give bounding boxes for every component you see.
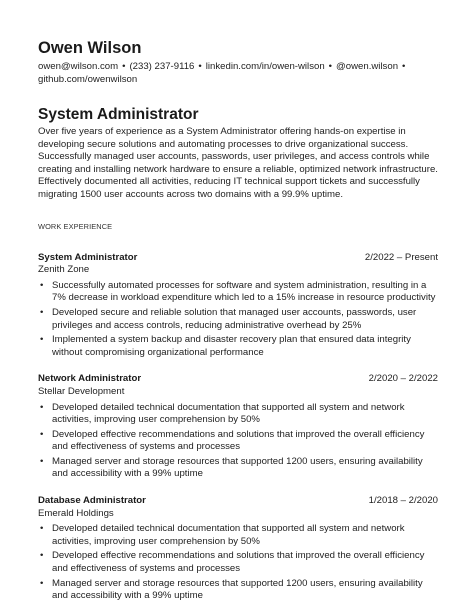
contact-separator: • <box>198 61 202 72</box>
job-entry <box>38 373 438 481</box>
contact-email[interactable]: owen@wilson.com <box>38 61 119 72</box>
bullet-item <box>38 523 438 548</box>
job-title: System Administrator <box>38 251 138 263</box>
bullet-text: Developed effective recommendations and solutions that improved the overall efficiency and effectiveness of systems and processes <box>52 428 425 453</box>
bullet-text: Developed secure and reliable solution that managed user accounts, passwords, user privileges and access controls, reducing administrative overhead by 25% <box>52 306 417 331</box>
bullet-text: Developed detailed technical documentation that supported all system and network activities, improving user comprehension by 50% <box>52 401 405 426</box>
bullet-text: Managed server and storage resources that supported 1200 users, ensuring availability and accessibility with a 99% uptime <box>52 455 423 480</box>
job-company: Emerald Holdings <box>38 507 114 519</box>
job-dates: 1/2018 – 2/2020 <box>368 495 438 507</box>
bullet-dot: • <box>40 401 44 413</box>
bullet-text: Developed detailed technical documentation that supported all system and network activities, improving user comprehension by 50% <box>52 523 405 547</box>
job-dates: 2/2020 – 2/2022 <box>368 373 438 385</box>
bullet-dot: • <box>40 428 44 440</box>
bullet-dot: • <box>40 334 44 346</box>
contact-separator: • <box>402 61 406 72</box>
job-bullets <box>38 402 438 482</box>
resume-page <box>38 38 438 605</box>
bullet-item <box>38 334 438 359</box>
contact-separator: • <box>328 61 333 72</box>
job-entry <box>38 252 438 360</box>
job-bullets <box>38 523 438 603</box>
bullet-dot: • <box>40 306 44 318</box>
bullet-dot: • <box>40 550 44 562</box>
bullet-item <box>38 402 438 427</box>
bullet-item <box>38 578 438 603</box>
candidate-name: Owen Wilson <box>38 39 142 57</box>
bullet-dot: • <box>40 455 44 467</box>
bullet-dot: • <box>40 523 44 535</box>
contact-handle: @owen.wilson <box>336 61 399 72</box>
bullet-text: Developed effective recommendations and solutions that improved the overall efficiency and effectiveness of systems and processes <box>52 550 425 575</box>
contact-linkedin[interactable]: linkedin.com/in/owen-wilson <box>205 61 325 72</box>
job-title: Database Administrator <box>38 495 146 507</box>
contact-separator: • <box>122 61 126 72</box>
job-title: Network Administrator <box>38 373 142 385</box>
bullet-item <box>38 280 438 305</box>
bullet-text: Implemented a system backup and disaster recovery plan that ensured data integrity without compromising organizational performance <box>52 334 411 358</box>
job-company: Zenith Zone <box>38 264 90 276</box>
section-heading-work-experience: WORK EXPERIENCE <box>38 221 113 231</box>
bullet-dot: • <box>40 577 44 589</box>
job-entry <box>38 495 438 603</box>
job-bullets <box>38 280 438 360</box>
job-company: Stellar Development <box>38 385 125 397</box>
contact-github[interactable]: github.com/owenwilson <box>38 73 138 85</box>
summary-text: Over five years of experience as a System Administrator offering hands-on expertise in developing secure solutions and automating processes to drive organizational success. Successfully managed user accounts, passwords, user privileges, and access controls while creating and installing network hardware to ensure a reliable, optimized network infrastructure. Effectively documented all activities, reducing IT technical support tickets and successfully migrating 1500 user accounts across two domains with a 99.9% uptime. <box>38 126 438 200</box>
bullet-text: Successfully automated processes for software and system administration, resulting in a 7% decrease in workload expenditure which led to a 15% increase in resource productivity <box>52 279 436 304</box>
bullet-dot: • <box>40 279 44 291</box>
bullet-item <box>38 550 438 575</box>
bullet-item <box>38 429 438 454</box>
bullet-item <box>38 456 438 481</box>
contact-phone: (233) 237-9116 <box>129 61 195 72</box>
contact-line <box>38 61 438 86</box>
job-dates: 2/2022 – Present <box>364 251 438 263</box>
bullet-item <box>38 307 438 332</box>
bullet-text: Managed server and storage resources that supported 1200 users, ensuring availability and accessibility with a 99% uptime <box>52 577 423 602</box>
summary-title: System Administrator <box>38 106 199 123</box>
